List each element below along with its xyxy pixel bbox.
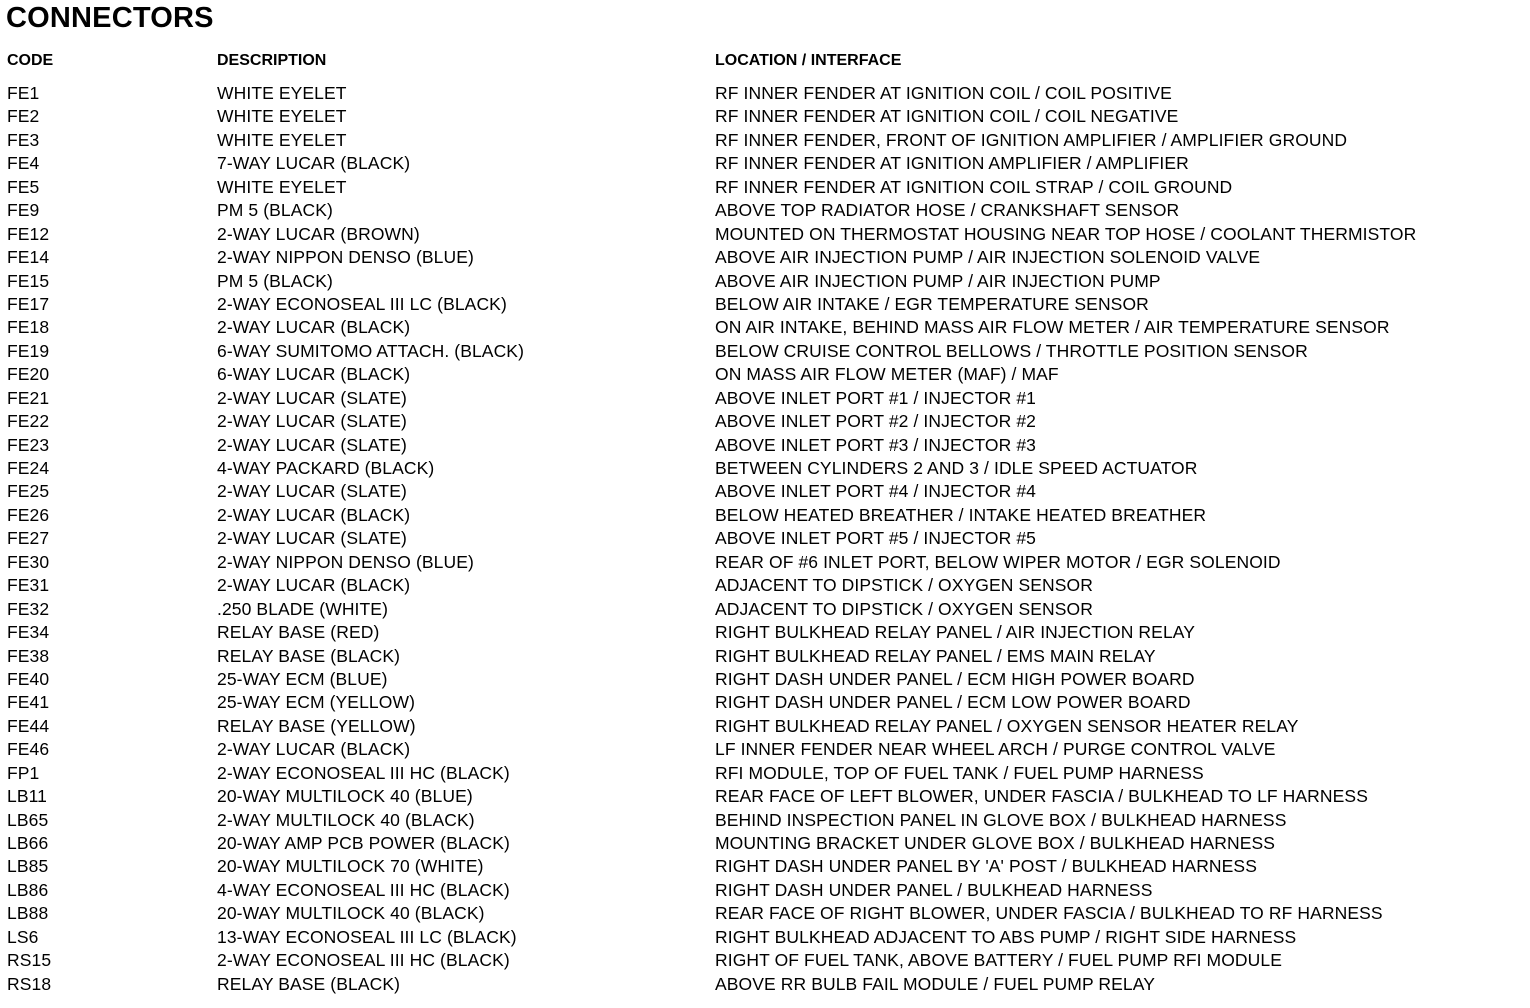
cell-code: FE24 xyxy=(7,458,50,478)
table-row xyxy=(0,716,1530,739)
cell-location: ADJACENT TO DIPSTICK / OXYGEN SENSOR xyxy=(715,598,1093,619)
table-row xyxy=(0,364,1530,387)
table-row xyxy=(0,341,1530,364)
cell-location: RF INNER FENDER, FRONT OF IGNITION AMPLIFIER / AMPLIFIER GROUND xyxy=(715,129,1348,150)
cell-description: WHITE EYELET xyxy=(217,106,347,127)
header-location: LOCATION / INTERFACE xyxy=(715,52,902,69)
cell-code: FE21 xyxy=(7,387,50,408)
cell-code: FE4 xyxy=(7,153,40,174)
cell-code: FE3 xyxy=(7,129,40,150)
cell-code: FE19 xyxy=(7,340,50,361)
cell-code: FE14 xyxy=(7,247,50,268)
cell-code: LB11 xyxy=(7,786,47,807)
cell-description: 2-WAY LUCAR (BROWN) xyxy=(217,223,420,244)
cell-description: WHITE EYELET xyxy=(217,83,347,103)
cell-location: REAR FACE OF LEFT BLOWER, UNDER FASCIA / BULKHEAD TO LF HARNESS xyxy=(715,786,1368,807)
table-row xyxy=(0,83,1530,106)
cell-description: WHITE EYELET xyxy=(217,176,347,197)
cell-location: RF INNER FENDER AT IGNITION COIL / COIL NEGATIVE xyxy=(715,106,1179,127)
cell-location: BELOW AIR INTAKE / EGR TEMPERATURE SENSOR xyxy=(715,293,1149,314)
table-row xyxy=(0,177,1530,200)
cell-location: ABOVE TOP RADIATOR HOSE / CRANKSHAFT SENSOR xyxy=(715,200,1180,221)
cell-description: RELAY BASE (RED) xyxy=(217,622,380,643)
cell-location: ABOVE INLET PORT #2 / INJECTOR #2 xyxy=(715,411,1037,432)
cell-description: 6-WAY SUMITOMO ATTACH. (BLACK) xyxy=(217,340,525,361)
cell-description: RELAY BASE (YELLOW) xyxy=(217,715,416,736)
cell-location: ABOVE RR BULB FAIL MODULE / FUEL PUMP RELAY xyxy=(715,973,1155,994)
cell-location: RF INNER FENDER AT IGNITION COIL STRAP / COIL GROUND xyxy=(715,176,1233,197)
cell-code: LB86 xyxy=(7,879,49,900)
table-row xyxy=(0,294,1530,317)
cell-location: RIGHT DASH UNDER PANEL / BULKHEAD HARNESS xyxy=(715,879,1153,900)
cell-description: 2-WAY LUCAR (BLACK) xyxy=(217,317,411,338)
table-row xyxy=(0,247,1530,270)
table-row xyxy=(0,763,1530,786)
cell-code: FE41 xyxy=(7,692,50,713)
table-row xyxy=(0,552,1530,575)
cell-location: REAR FACE OF RIGHT BLOWER, UNDER FASCIA / BULKHEAD TO RF HARNESS xyxy=(715,903,1383,924)
table-row xyxy=(0,458,1530,481)
cell-code: FE31 xyxy=(7,575,50,596)
cell-location: RIGHT BULKHEAD RELAY PANEL / EMS MAIN RELAY xyxy=(715,645,1156,666)
cell-location: RIGHT DASH UNDER PANEL / ECM LOW POWER BOARD xyxy=(715,692,1191,713)
table-row xyxy=(0,481,1530,504)
cell-location: ABOVE AIR INJECTION PUMP / AIR INJECTION SOLENOID VALVE xyxy=(715,247,1261,268)
cell-location: RIGHT DASH UNDER PANEL BY 'A' POST / BULKHEAD HARNESS xyxy=(715,856,1257,877)
table-header xyxy=(0,52,1530,74)
cell-code: FE38 xyxy=(7,645,50,666)
table-row xyxy=(0,950,1530,973)
cell-location: RF INNER FENDER AT IGNITION COIL / COIL POSITIVE xyxy=(715,83,1172,103)
cell-location: RIGHT BULKHEAD RELAY PANEL / AIR INJECTION RELAY xyxy=(715,622,1196,643)
cell-description: 2-WAY ECONOSEAL III LC (BLACK) xyxy=(217,293,507,314)
table-row xyxy=(0,271,1530,294)
cell-description: 2-WAY LUCAR (SLATE) xyxy=(217,411,407,432)
table-row xyxy=(0,646,1530,669)
table-row xyxy=(0,388,1530,411)
cell-code: RS15 xyxy=(7,950,52,971)
cell-location: RIGHT BULKHEAD RELAY PANEL / OXYGEN SENSOR HEATER RELAY xyxy=(715,715,1299,736)
table-row xyxy=(0,903,1530,926)
cell-code: LS6 xyxy=(7,926,39,947)
cell-description: 4-WAY ECONOSEAL III HC (BLACK) xyxy=(217,879,510,900)
header-code: CODE xyxy=(7,52,54,69)
cell-code: FE5 xyxy=(7,176,40,197)
cell-code: FE44 xyxy=(7,715,50,736)
table-row xyxy=(0,505,1530,528)
cell-location: MOUNTING BRACKET UNDER GLOVE BOX / BULKHEAD HARNESS xyxy=(715,833,1276,853)
cell-description: 2-WAY ECONOSEAL III HC (BLACK) xyxy=(217,762,510,783)
table-row xyxy=(0,435,1530,458)
cell-location: ABOVE INLET PORT #3 / INJECTOR #3 xyxy=(715,434,1037,455)
cell-description: 2-WAY ECONOSEAL III HC (BLACK) xyxy=(217,950,510,971)
table-row xyxy=(0,575,1530,598)
cell-description: 7-WAY LUCAR (BLACK) xyxy=(217,153,411,174)
cell-description: 2-WAY LUCAR (BLACK) xyxy=(217,739,411,760)
cell-location: ABOVE INLET PORT #4 / INJECTOR #4 xyxy=(715,481,1037,502)
table-row xyxy=(0,880,1530,903)
cell-location: LF INNER FENDER NEAR WHEEL ARCH / PURGE CONTROL VALVE xyxy=(715,739,1276,760)
cell-location: BELOW CRUISE CONTROL BELLOWS / THROTTLE POSITION SENSOR xyxy=(715,340,1308,361)
cell-code: LB65 xyxy=(7,809,49,830)
table-row xyxy=(0,599,1530,622)
cell-code: FE25 xyxy=(7,481,50,502)
table-row xyxy=(0,200,1530,223)
cell-description: RELAY BASE (BLACK) xyxy=(217,645,401,666)
cell-description: 2-WAY NIPPON DENSO (BLUE) xyxy=(217,551,474,572)
cell-location: RF INNER FENDER AT IGNITION AMPLIFIER / AMPLIFIER xyxy=(715,153,1189,174)
cell-location: ABOVE AIR INJECTION PUMP / AIR INJECTION PUMP xyxy=(715,270,1161,291)
cell-code: FE9 xyxy=(7,200,40,221)
cell-location: BEHIND INSPECTION PANEL IN GLOVE BOX / BULKHEAD HARNESS xyxy=(715,809,1287,830)
cell-description: 2-WAY LUCAR (SLATE) xyxy=(217,387,407,408)
table-row xyxy=(0,739,1530,762)
cell-description: WHITE EYELET xyxy=(217,129,347,150)
cell-location: ABOVE INLET PORT #1 / INJECTOR #1 xyxy=(715,387,1037,408)
connector-table xyxy=(0,83,1530,997)
cell-location: MOUNTED ON THERMOSTAT HOUSING NEAR TOP HOSE / COOLANT THERMISTOR xyxy=(715,223,1417,244)
cell-location: ABOVE INLET PORT #5 / INJECTOR #5 xyxy=(715,528,1037,549)
cell-code: FE46 xyxy=(7,739,50,760)
cell-description: 2-WAY LUCAR (SLATE) xyxy=(217,528,407,549)
table-row xyxy=(0,622,1530,645)
cell-description: 6-WAY LUCAR (BLACK) xyxy=(217,364,411,385)
cell-description: 25-WAY ECM (YELLOW) xyxy=(217,692,415,713)
cell-description: 20-WAY MULTILOCK 40 (BLACK) xyxy=(217,903,485,924)
table-row xyxy=(0,130,1530,153)
cell-location: BELOW HEATED BREATHER / INTAKE HEATED BREATHER xyxy=(715,504,1207,525)
page-title: CONNECTORS xyxy=(6,2,214,34)
table-row xyxy=(0,833,1530,856)
cell-description: 13-WAY ECONOSEAL III LC (BLACK) xyxy=(217,926,517,947)
cell-description: 4-WAY PACKARD (BLACK) xyxy=(217,458,435,478)
cell-code: LB88 xyxy=(7,903,49,924)
table-row xyxy=(0,692,1530,715)
cell-code: FE23 xyxy=(7,434,50,455)
cell-description: 20-WAY MULTILOCK 70 (WHITE) xyxy=(217,856,484,877)
cell-code: RS18 xyxy=(7,973,52,994)
cell-code: FE15 xyxy=(7,270,50,291)
cell-description: 25-WAY ECM (BLUE) xyxy=(217,668,388,689)
cell-code: FP1 xyxy=(7,762,40,783)
cell-code: LB66 xyxy=(7,833,49,853)
cell-code: FE2 xyxy=(7,106,40,127)
cell-description: 2-WAY LUCAR (BLACK) xyxy=(217,575,411,596)
table-row xyxy=(0,153,1530,176)
cell-location: RIGHT DASH UNDER PANEL / ECM HIGH POWER BOARD xyxy=(715,668,1195,689)
cell-code: FE17 xyxy=(7,293,50,314)
cell-code: FE27 xyxy=(7,528,50,549)
cell-location: RIGHT BULKHEAD ADJACENT TO ABS PUMP / RIGHT SIDE HARNESS xyxy=(715,926,1297,947)
cell-description: 2-WAY LUCAR (SLATE) xyxy=(217,434,407,455)
table-row xyxy=(0,927,1530,950)
cell-code: FE12 xyxy=(7,223,50,244)
cell-description: PM 5 (BLACK) xyxy=(217,200,333,221)
cell-code: FE30 xyxy=(7,551,50,572)
table-row xyxy=(0,856,1530,879)
table-row xyxy=(0,224,1530,247)
table-row xyxy=(0,317,1530,340)
cell-location: RIGHT OF FUEL TANK, ABOVE BATTERY / FUEL PUMP RFI MODULE xyxy=(715,950,1283,971)
cell-code: FE26 xyxy=(7,504,50,525)
cell-code: FE32 xyxy=(7,598,50,619)
cell-description: 2-WAY NIPPON DENSO (BLUE) xyxy=(217,247,474,268)
cell-location: ON AIR INTAKE, BEHIND MASS AIR FLOW METER / AIR TEMPERATURE SENSOR xyxy=(715,317,1390,338)
cell-description: 20-WAY MULTILOCK 40 (BLUE) xyxy=(217,786,473,807)
cell-code: FE22 xyxy=(7,411,50,432)
cell-location: ADJACENT TO DIPSTICK / OXYGEN SENSOR xyxy=(715,575,1093,596)
cell-code: FE18 xyxy=(7,317,50,338)
table-row xyxy=(0,786,1530,809)
cell-location: BETWEEN CYLINDERS 2 AND 3 / IDLE SPEED ACTUATOR xyxy=(715,458,1198,478)
table-row xyxy=(0,669,1530,692)
table-row xyxy=(0,106,1530,129)
cell-location: REAR OF #6 INLET PORT, BELOW WIPER MOTOR / EGR SOLENOID xyxy=(715,551,1281,572)
cell-code: FE1 xyxy=(7,83,40,103)
cell-location: RFI MODULE, TOP OF FUEL TANK / FUEL PUMP HARNESS xyxy=(715,762,1204,783)
cell-code: FE20 xyxy=(7,364,50,385)
table-row xyxy=(0,974,1530,997)
cell-description: 20-WAY AMP PCB POWER (BLACK) xyxy=(217,833,510,853)
cell-description: .250 BLADE (WHITE) xyxy=(217,598,389,619)
header-description: DESCRIPTION xyxy=(217,52,327,69)
cell-code: FE34 xyxy=(7,622,50,643)
table-row xyxy=(0,810,1530,833)
table-row xyxy=(0,411,1530,434)
cell-description: 2-WAY LUCAR (SLATE) xyxy=(217,481,407,502)
cell-code: FE40 xyxy=(7,668,50,689)
table-row xyxy=(0,528,1530,551)
cell-description: PM 5 (BLACK) xyxy=(217,270,333,291)
cell-location: ON MASS AIR FLOW METER (MAF) / MAF xyxy=(715,364,1059,385)
cell-description: 2-WAY LUCAR (BLACK) xyxy=(217,504,411,525)
cell-description: RELAY BASE (BLACK) xyxy=(217,973,401,994)
cell-code: LB85 xyxy=(7,856,49,877)
cell-description: 2-WAY MULTILOCK 40 (BLACK) xyxy=(217,809,475,830)
